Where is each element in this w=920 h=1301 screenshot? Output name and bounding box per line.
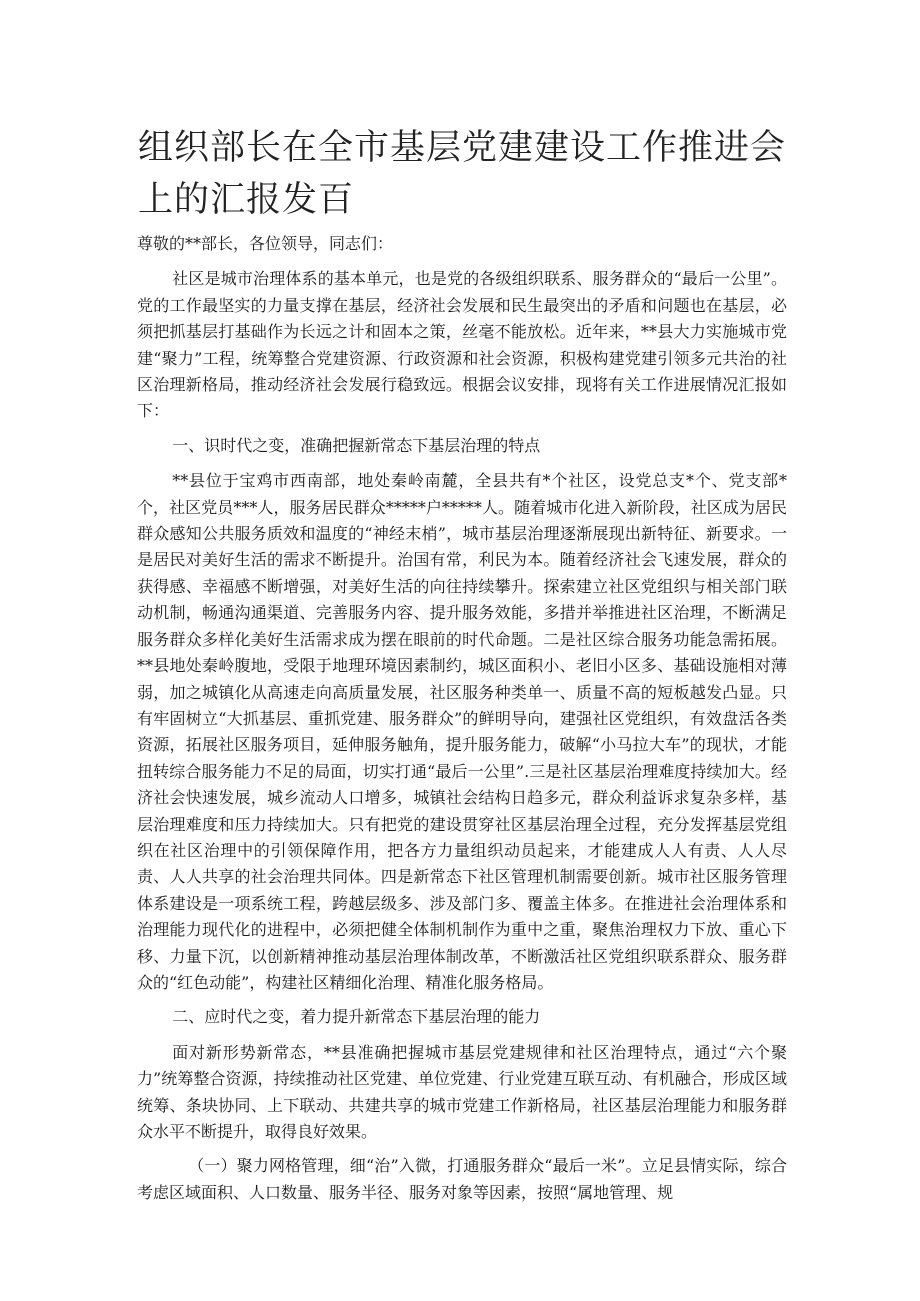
section-heading-1: 一、识时代之变，准确把握新常态下基层治理的特点 (172, 435, 541, 455)
section-heading-2: 二、应时代之变，着力提升新常态下基层治理的能力 (172, 1007, 541, 1027)
paragraph-subsection-1: （一）聚力网格管理，细“治”入微，打通服务群众“最后一米”。立足县情实际，综合考虑区域面积、人口数量、服务半径、服务对象等因素，按照“属地管理、规 (137, 1156, 787, 1202)
document-body (137, 231, 787, 1214)
paragraph-section-1: **县位于宝鸡市西南部，地处秦岭南麓，全县共有*个社区，设党总支*个、党支部*个，社区党员***人，服务居民群众*****户*****人。随着城市化进入新阶段，社区成为居民群众感知公共服务质效和温度的“神经末梢”，城市基层治理逐渐展现出新特征、新要求。一是居民对美好生活的需求不断提升。治国有常，利民为本。随着经济社会飞速发展，群众的获得感、幸福感不断增强，对美好生活的向往持续攀升。探索建立社区党组织与相关部门联动机制，畅通沟通渠道、完善服务内容、提升服务效能，多措并举推进社区治理，不断满足服务群众多样化美好生活需求成为摆在眼前的时代命题。二是社区综合服务功能急需拓展。**县地处秦岭腹地，受限于地理环境因素制约，城区面积小、老旧小区多、基础设施相对薄弱，加之城镇化从高速走向高质量发展，社区服务种类单一、质量不高的短板越发凸显。只有牢固树立“大抓基层、重抓党建、服务群众”的鲜明导向，建强社区党组织，有效盘活各类资源，拓展社区服务项目，延伸服务触角，提升服务能力，破解“小马拉大车”的现状，才能扭转综合服务能力不足的局面，切实打通“最后一公里”.三是社区基层治理难度持续加大。经济社会快速发展，城乡流动人口增多，城镇社会结构日趋多元，群众利益诉求复杂多样，基层治理难度和压力持续加大。只有把党的建设贯穿社区基层治理全过程，充分发挥基层党组织在社区治理中的引领保障作用，把各方力量组织动员起来，才能建成人人有责、人人尽责、人人共享的社会治理共同体。四是新常态下社区管理机制需要创新。城市社区服务管理体系建设是一项系统工程，跨越层级多、涉及部门多、覆盖主体多。在推进社会治理体系和治理能力现代化的进程中，必须把健全体制机制作为重中之重，聚焦治理权力下放、重心下移、力量下沉，以创新精神推动基层治理体制改革，不断激活社区党组织联系群众、服务群众的“红色动能”，构建社区精细化治理、精准化服务格局。 (137, 471, 787, 992)
document-title: 组织部长在全市基层党建建设工作推进会上的汇报发百 (138, 128, 787, 220)
paragraph-intro: 社区是城市治理体系的基本单元，也是党的各级组织联系、服务群众的“最后一公里”。党的工作最坚实的力量支撑在基层，经济社会发展和民生最突出的矛盾和问题也在基层，必须把抓基层打基础作为长远之计和固本之策，丝毫不能放松。近年来，**县大力实施城市党建“聚力”工程，统筹整合党建资源、行政资源和社会资源，积极构建党建引领多元共治的社区治理新格局，推动经济社会发展行稳致远。根据会议安排，现将有关工作进展情况汇报如下： (137, 269, 787, 421)
salutation: 尊敬的**部长，各位领导，同志们： (137, 234, 394, 253)
paragraph-section-2: 面对新形势新常态，**县准确把握城市基层党建规律和社区治理特点，通过“六个聚力”统筹整合资源，持续推动社区党建、单位党建、行业党建互联互动、有机融合，形成区域统筹、条块协同、上下联动、共建共享的城市党建工作新格局，社区基层治理能力和服务群众水平不断提升，取得良好效果。 (137, 1042, 787, 1141)
